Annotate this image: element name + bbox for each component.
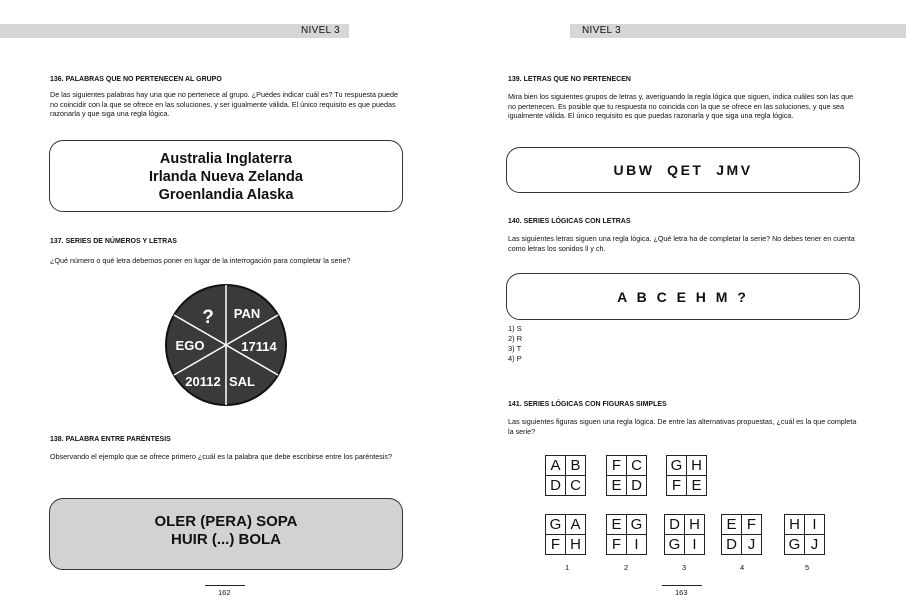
left-header: NIVEL 3 (301, 25, 340, 36)
q141-alternative-1[interactable] (545, 514, 586, 555)
q138-word-box (49, 498, 403, 570)
q137-wheel (164, 283, 288, 407)
figure-cell: C (627, 456, 646, 475)
left-page-rule (205, 585, 245, 586)
q136-line-2: Irlanda Nueva Zelanda (149, 169, 303, 185)
left-header-bar (0, 24, 349, 38)
figure-cell: E (722, 515, 741, 534)
q141-title: 141. SERIES LÓGICAS CON FIGURAS SIMPLES (508, 401, 667, 408)
q141-sequence-figure-1 (545, 455, 586, 496)
wheel-20112: 20112 (185, 374, 221, 389)
q141-alternative-label-5: 5 (805, 563, 810, 572)
q136-text: De las siguientes palabras hay una que no pertenece al grupo. ¿Puedes indicar cuál es? Tu respuesta puede no coincidir con la que se ofrece en las soluciones, y ser igualmente válida. El único requisito es que puedas razonarla y que siga una regla lógica. (50, 90, 399, 119)
q137-text: ¿Qué número o qué letra debemos poner en lugar de la interrogación para completar la serie? (50, 256, 351, 265)
figure-cell: F (667, 476, 686, 495)
figure-cell: H (687, 456, 706, 475)
q139-text: Mira bien los siguientes grupos de letras y, averiguando la regla lógica que siguen, indica cuáles son las que no pertenecen. Es posible que tu respuesta no coincida con la que se ofrece en las soluciones, y que sea igualmente válida. El único requisito es que puedas razonarla y que siga una regla lógica. (508, 92, 854, 121)
q140-option-1: 1) S (508, 324, 522, 333)
q140-text: Las siguientes letras siguen una regla lógica. ¿Qué letra ha de completar la serie? No debes tener en cuenta como letras los sonidos ll y ch. (508, 234, 855, 253)
figure-cell: F (742, 515, 761, 534)
q140-option-3: 3) T (508, 344, 522, 353)
figure-cell: G (665, 535, 684, 554)
figure-cell: A (546, 456, 565, 475)
figure-cell: E (607, 515, 626, 534)
figure-cell: D (722, 535, 741, 554)
q139-letters: UBW QET JMV (613, 162, 753, 178)
figure-cell: J (805, 535, 824, 554)
q141-sequence-figure-2 (606, 455, 647, 496)
q141-alternative-3[interactable] (664, 514, 705, 555)
q140-option-4: 4) P (508, 354, 522, 363)
q140-option-2: 2) R (508, 334, 523, 343)
q141-alternative-label-2: 2 (624, 563, 629, 572)
figure-cell: H (785, 515, 804, 534)
q141-sequence-figure-3 (666, 455, 707, 496)
figure-cell: I (805, 515, 824, 534)
q140-series-box (506, 273, 860, 320)
figure-cell: E (687, 476, 706, 495)
q139-title: 139. LETRAS QUE NO PERTENECEN (508, 76, 631, 83)
wheel-ego: EGO (175, 338, 205, 353)
figure-cell: E (607, 476, 626, 495)
figure-cell: I (685, 535, 704, 554)
q136-word-box (49, 140, 403, 212)
wheel-sal: SAL (229, 374, 255, 389)
q140-title: 140. SERIES LÓGICAS CON LETRAS (508, 218, 631, 225)
q138-title: 138. PALABRA ENTRE PARÉNTESIS (50, 436, 171, 443)
q141-alternative-label-3: 3 (682, 563, 687, 572)
figure-cell: J (742, 535, 761, 554)
q141-text: Las siguientes figuras siguen una regla lógica. De entre las alternativas propuestas, ¿cuál es la que completa la serie? (508, 417, 857, 436)
figure-cell: B (566, 456, 585, 475)
figure-cell: G (785, 535, 804, 554)
figure-cell: H (685, 515, 704, 534)
right-header: NIVEL 3 (582, 25, 621, 36)
q141-alternative-5[interactable] (784, 514, 825, 555)
figure-cell: D (665, 515, 684, 534)
wheel-pan: PAN (233, 306, 261, 321)
wheel-question: ? (202, 307, 214, 328)
q138-line-1: OLER (PERA) SOPA (154, 513, 298, 530)
figure-cell: F (546, 535, 565, 554)
q137-title: 137. SERIES DE NÚMEROS Y LETRAS (50, 238, 177, 245)
figure-cell: D (546, 476, 565, 495)
q140-options (508, 324, 522, 364)
figure-cell: G (667, 456, 686, 475)
figure-cell: I (627, 535, 646, 554)
figure-cell: G (627, 515, 646, 534)
left-page-number: 162 (218, 588, 231, 597)
q141-alternative-2[interactable] (606, 514, 647, 555)
q140-series: A B C E H M ? (617, 288, 749, 305)
figure-cell: D (627, 476, 646, 495)
figure-cell: F (607, 535, 626, 554)
q136-title: 136. PALABRAS QUE NO PERTENECEN AL GRUPO (50, 76, 222, 83)
q138-text: Observando el ejemplo que se ofrece primero ¿cuál es la palabra que debe escribirse entre los paréntesis? (50, 452, 392, 461)
wheel-17114: 17114 (241, 339, 277, 354)
q136-line-3: Groenlandia Alaska (158, 187, 294, 203)
q141-alternative-4[interactable] (721, 514, 762, 555)
figure-cell: G (546, 515, 565, 534)
q136-line-1: Australia Inglaterra (159, 151, 293, 167)
figure-cell: C (566, 476, 585, 495)
q141-alternative-label-4: 4 (740, 563, 745, 572)
right-page-rule (662, 585, 702, 586)
figure-cell: F (607, 456, 626, 475)
figure-cell: A (566, 515, 585, 534)
figure-cell: H (566, 535, 585, 554)
q138-line-2: HUIR (...) BOLA (171, 531, 281, 548)
q141-alternative-label-1: 1 (565, 563, 570, 572)
right-page-number: 163 (675, 588, 688, 597)
q139-letter-box (506, 147, 860, 193)
